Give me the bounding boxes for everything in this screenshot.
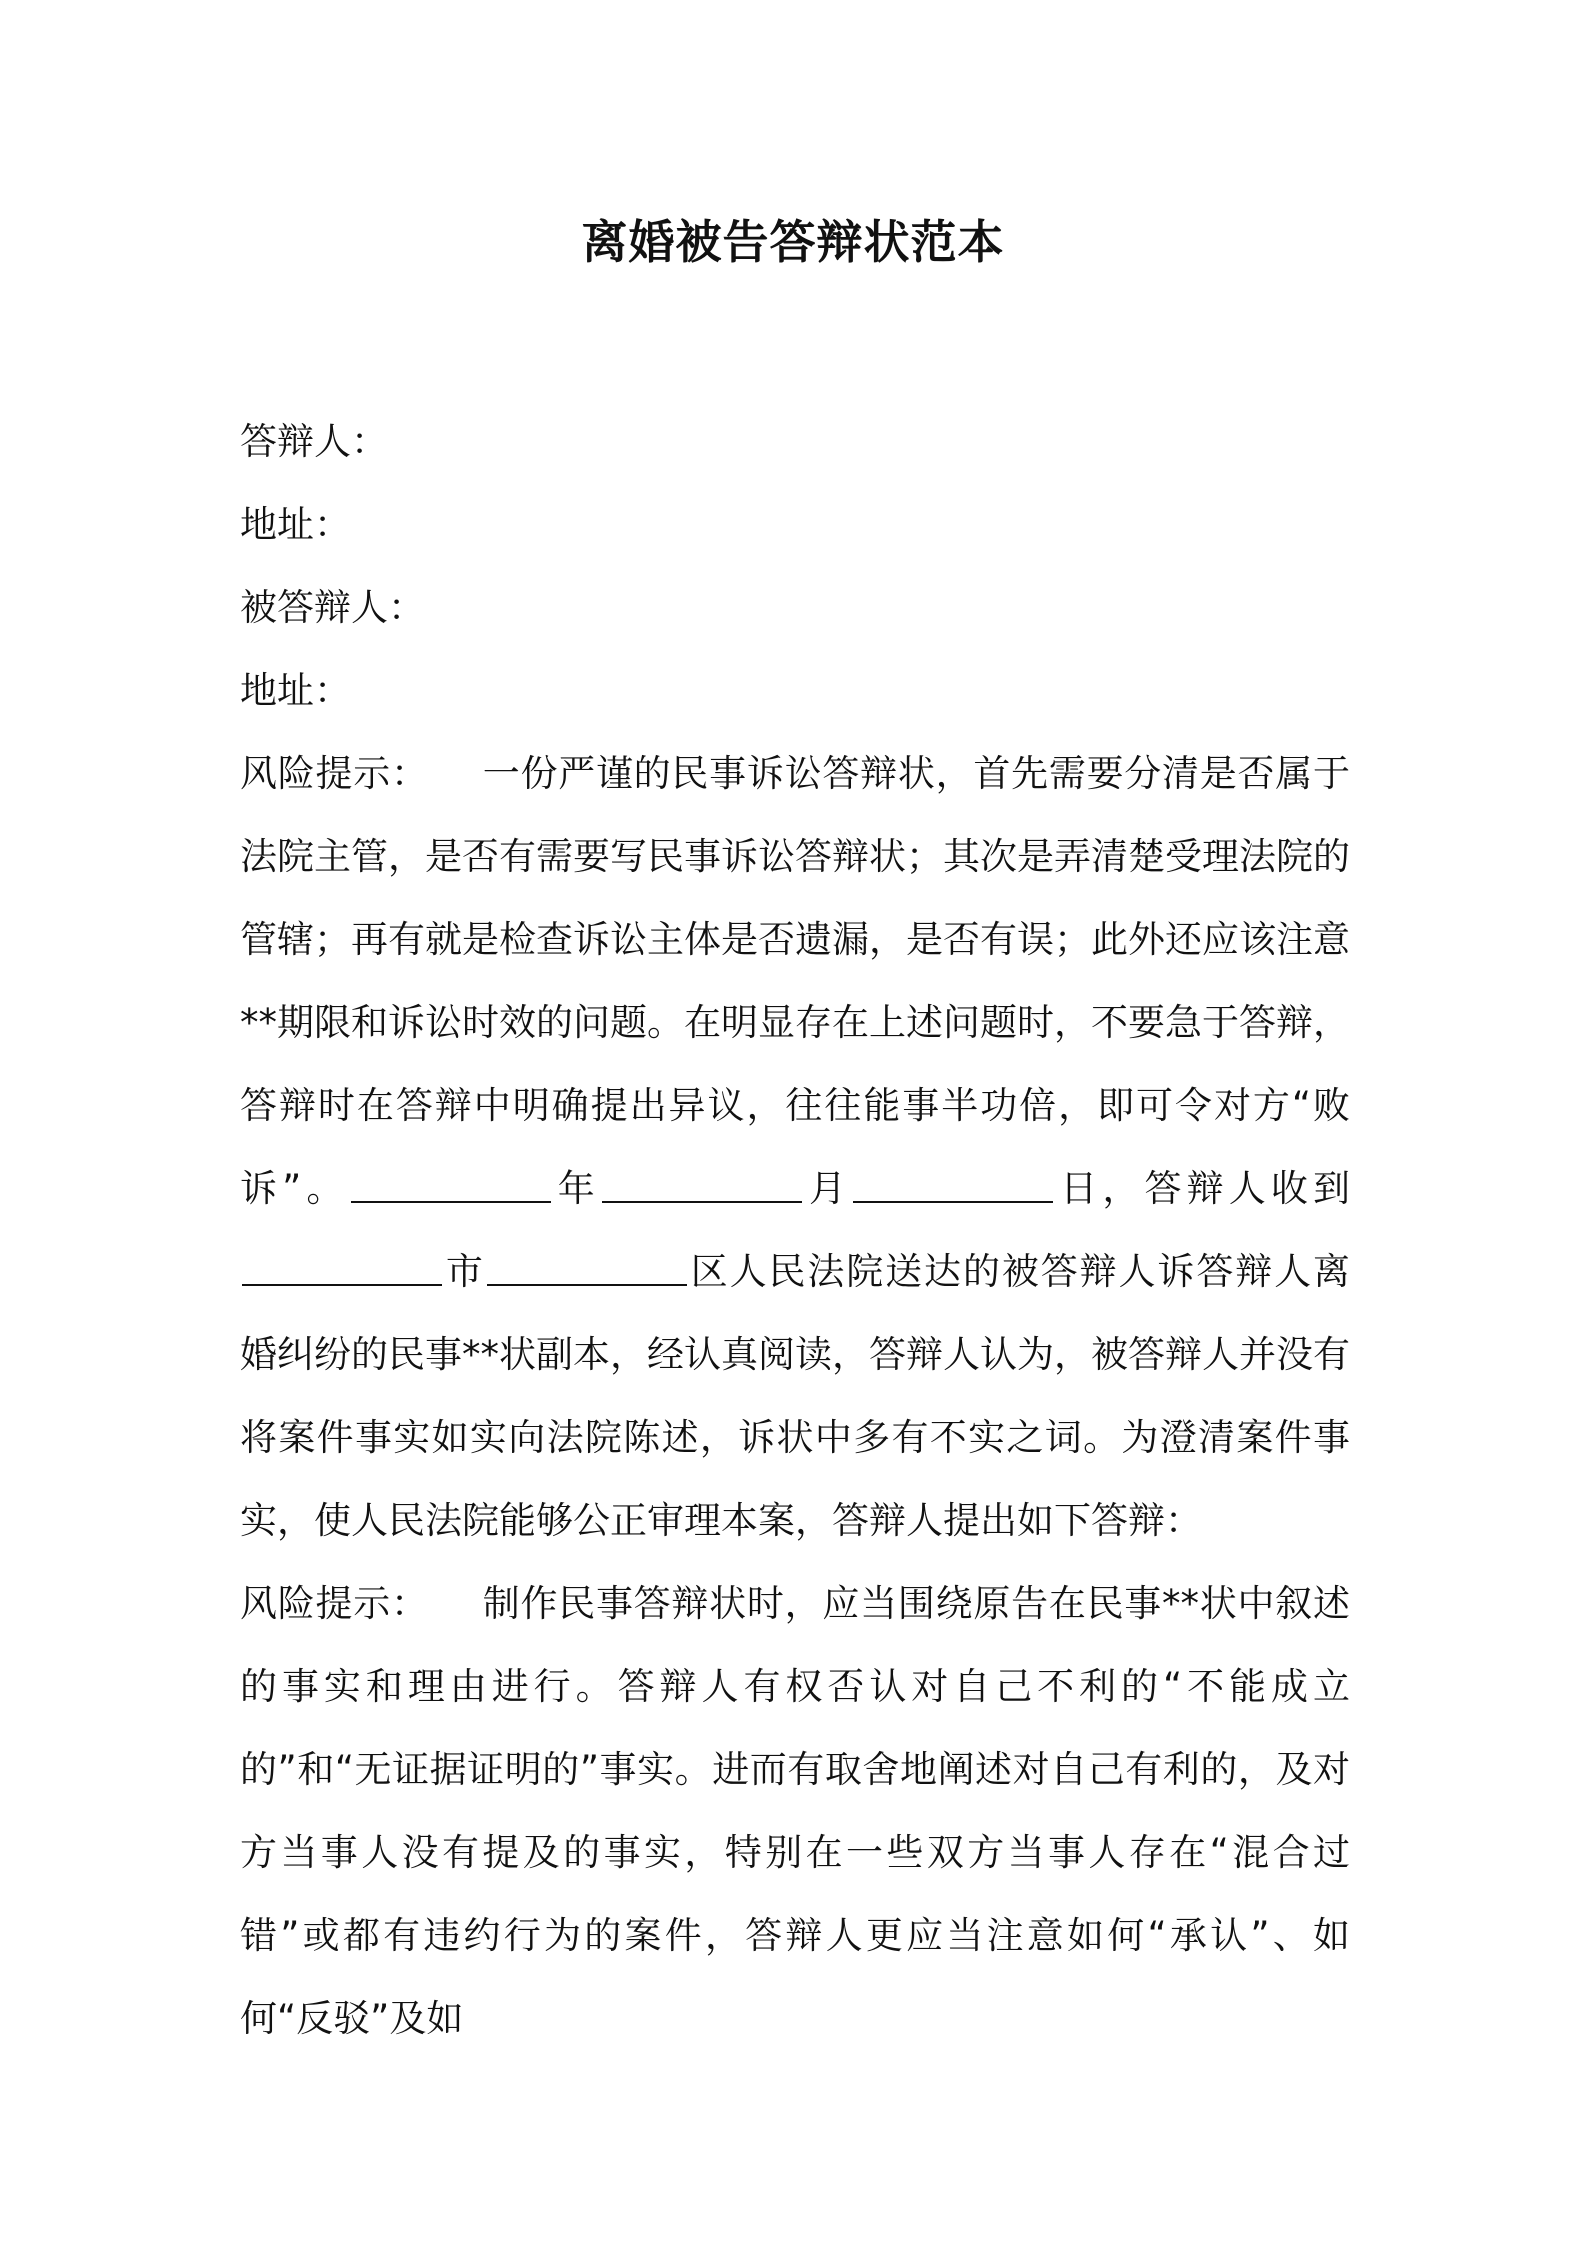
month-text: 月 <box>803 1167 852 1210</box>
year-blank <box>351 1167 551 1203</box>
year-text: 年 <box>552 1167 600 1210</box>
city-blank <box>242 1250 442 1286</box>
risk-tip-label: 风险提示： <box>240 1582 429 1625</box>
respondent-address-field: 地址： <box>240 503 351 546</box>
defendant-field: 被答辩人： <box>240 586 425 629</box>
city-text: 市 <box>444 1250 485 1293</box>
risk-tip-paragraph-2 <box>240 1562 1350 2060</box>
month-blank <box>602 1167 802 1203</box>
respondent-field: 答辩人： <box>240 420 388 463</box>
day-blank <box>853 1167 1053 1203</box>
document-title: 离婚被告答辩状范本 <box>581 215 1005 269</box>
document-body <box>240 400 1350 2060</box>
risk-tip-label: 风险提示： <box>240 752 429 795</box>
district-blank <box>487 1250 687 1286</box>
statement-text: 区人民法院送达的被答辩人诉答辩人离婚纠纷的民事**状副本，经认真阅读，答辩人认为，被答辩人并没有将案件事实如实向法院陈述，诉状中多有不实之词。为澄清案件事实，使人民法院能够公正审理本案，答辩人提出如下答辩： <box>240 1250 1351 1542</box>
risk-tip-paragraph-1 <box>240 732 1350 1562</box>
day-text: 日，答辩人收到 <box>1055 1167 1351 1210</box>
risk-tip-text: 一份严谨的民事诉讼答辩状，首先需要分清是否属于法院主管，是否有需要写民事诉讼答辩状；其次是弄清楚受理法院的管辖；再有就是检查诉讼主体是否遗漏，是否有误；此外还应该注意**期限和诉讼时效的问题。在明显存在上述问题时，不要急于答辩，答辩时在答辩中明确提出异议，往往能事半功倍，即可令对方“败诉”。 <box>240 752 1351 1210</box>
defendant-address-field: 地址： <box>240 669 351 712</box>
risk-tip-text: 制作民事答辩状时，应当围绕原告在民事**状中叙述的事实和理由进行。答辩人有权否认对自己不利的“不能成立的”和“无证据证明的”事实。进而有取舍地阐述对自己有利的，及对方当事人没有提及的事实，特别在一些双方当事人存在“混合过错”或都有违约行为的案件，答辩人更应当注意如何“承认”、如何“反驳”及如 <box>240 1582 1351 2040</box>
